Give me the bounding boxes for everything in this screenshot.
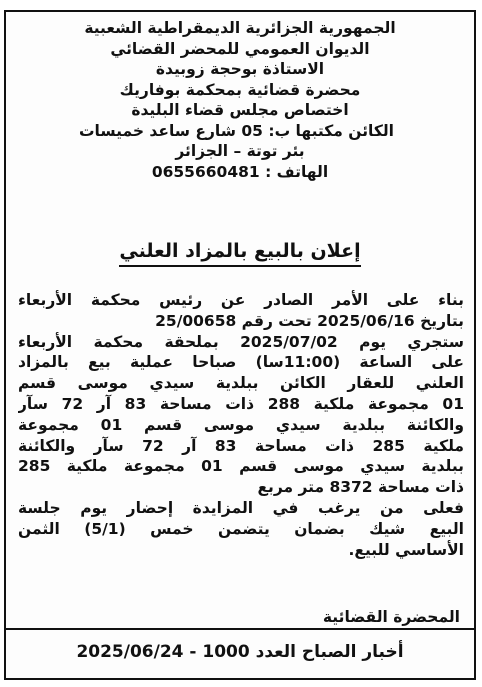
body-line: ستجري يوم 2025/07/02 بملحقة محكمة الأربعاء (18, 332, 464, 351)
header-line-phone: الهاتف : 0655660481 (151, 162, 329, 181)
announcement-frame (4, 10, 476, 680)
header-line-bailiff-name: الاستاذة بوحجة زوبيدة (155, 60, 325, 78)
header-line-office: الديوان العمومي للمحضر القضائي (110, 39, 370, 58)
header-block (6, 18, 474, 182)
announcement-title: إعلان بالبيع بالمزاد العلني (119, 238, 360, 267)
header-line-country: الجمهورية الجزائرية الديمقراطية الشعبية (84, 19, 396, 37)
body-line: ملكية 285 ذات مساحة 83 آر 72 سآر والكائنة (18, 436, 464, 455)
signature: المحضرة القضائية (322, 608, 460, 626)
header-line-city: بئر توتة – الجزائر (175, 142, 305, 160)
body-line: العلني للعقار الكائن ببلدية سيدي موسى قسم (18, 374, 464, 393)
body-line: فعلى من يرغب في المزايدة إحضار يوم جلسة (18, 498, 464, 517)
body-line: على الساعة (11:00سا) صباحا عملية بيع بالمزاد (18, 353, 464, 372)
body-line: ببلدية سيدي موسى قسم 01 مجموعة ملكية 285 (18, 457, 464, 476)
header-line-court: محضرة قضائية بمحكمة بوفاريك (119, 80, 361, 99)
announcement-body (18, 290, 464, 560)
header-line-address: الكائن مكتبها ب: 05 شارع ساعد خميسات (78, 121, 394, 140)
title-wrap (6, 238, 474, 267)
body-line: البيع شيك بضمان يتضمن خمس (5/1) الثمن (18, 519, 464, 538)
body-line: 01 مجموعة ملكية 288 ذات مساحة 83 آر 72 سآر (18, 394, 464, 413)
body-line: بناء على الأمر الصادر عن رئيس محكمة الأربعاء (18, 291, 464, 309)
newspaper-footer: أخبار الصباح العدد 1000 - 2025/06/24 (6, 628, 474, 678)
body-line: والكائنة ببلدية سيدي موسى قسم 01 مجموعة (18, 415, 464, 434)
body-line: الأساسي للبيع. (348, 540, 464, 559)
body-line: ذات مساحة 8372 متر مربع (257, 478, 464, 497)
header-line-jurisdiction: اختصاص مجلس قضاء البليدة (131, 101, 349, 119)
body-line: بتاريخ 2025/06/16 تحت رقم 25/00658 (155, 311, 464, 330)
